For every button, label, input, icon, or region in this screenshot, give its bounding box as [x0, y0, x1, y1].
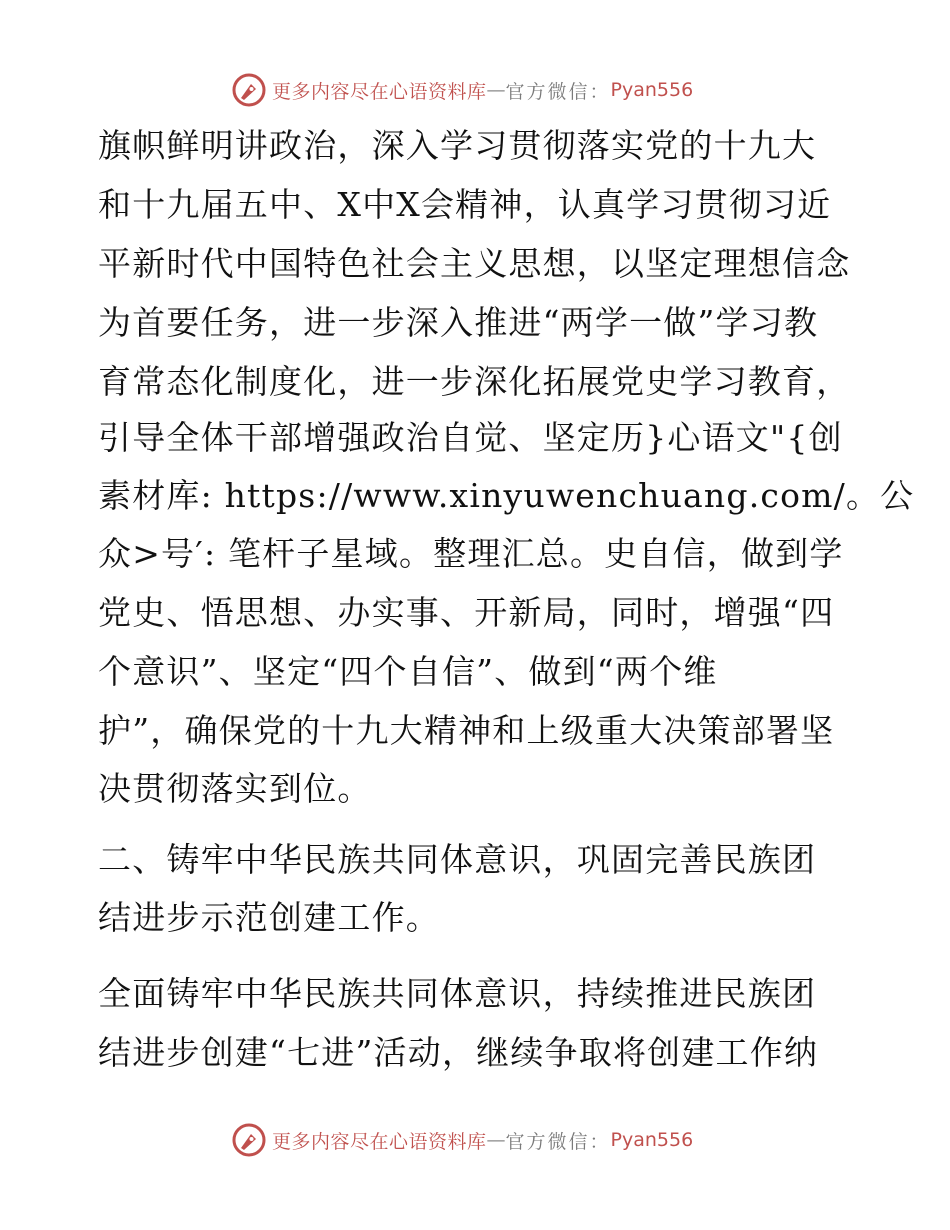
footer-banner [232, 1122, 693, 1158]
banner-dash: — [486, 1129, 506, 1151]
banner-dash: — [486, 79, 506, 101]
paragraph-line: 众>号′: 笔杆子星域。整理汇总。史自信，做到学 [98, 534, 844, 573]
paragraph-line: 为首要任务，进一步深入推进“两学一做”学习教 [98, 303, 819, 342]
paragraph-line: 平新时代中国特色社会主义思想，以坚定理想信念 [98, 244, 851, 283]
banner-wechat-id: Pyan556 [610, 1129, 694, 1151]
pen-nib-logo-icon [232, 73, 266, 107]
banner-site-text: 更多内容尽在心语资料库 [272, 1130, 487, 1153]
banner-official-label: 官方微信： [505, 1130, 611, 1153]
paragraph-line: 结进步创建“七进”活动，继续争取将创建工作纳 [98, 1033, 819, 1072]
paragraph-line: 全面铸牢中华民族共同体意识，持续推进民族团 [98, 974, 817, 1013]
banner-official-label: 官方微信： [505, 80, 611, 103]
banner-site-text: 更多内容尽在心语资料库 [272, 80, 487, 103]
paragraph-line: 引导全体干部增强政治自觉、坚定历}心语文"{创 [98, 418, 843, 457]
header-banner [232, 72, 693, 108]
paragraph-line: 和十九届五中、X中X会精神，认真学习贯彻习近 [98, 185, 832, 224]
pen-nib-logo-icon [232, 1123, 266, 1157]
paragraph-line: 决贯彻落实到位。 [98, 769, 372, 808]
section-heading-line: 二、铸牢中华民族共同体意识，巩固完善民族团 [98, 840, 817, 879]
paragraph-line: 党史、悟思想、办实事、开新局，同时，增强“四 [98, 593, 835, 632]
banner-wechat-id: Pyan556 [610, 79, 694, 101]
paragraph-line: 个意识”、坚定“四个自信”、做到“两个维 [98, 652, 718, 691]
paragraph-line: 育常态化制度化，进一步深化拓展党史学习教育， [98, 362, 851, 401]
paragraph-line: 旗帜鲜明讲政治，深入学习贯彻落实党的十九大 [98, 126, 817, 165]
paragraph-line: 素材库: https://www.xinyuwenchuang.com/。公 [98, 476, 915, 515]
section-heading-line: 结进步示范创建工作。 [98, 898, 440, 937]
paragraph-line: 护”，确保党的十九大精神和上级重大决策部署坚 [98, 711, 835, 750]
